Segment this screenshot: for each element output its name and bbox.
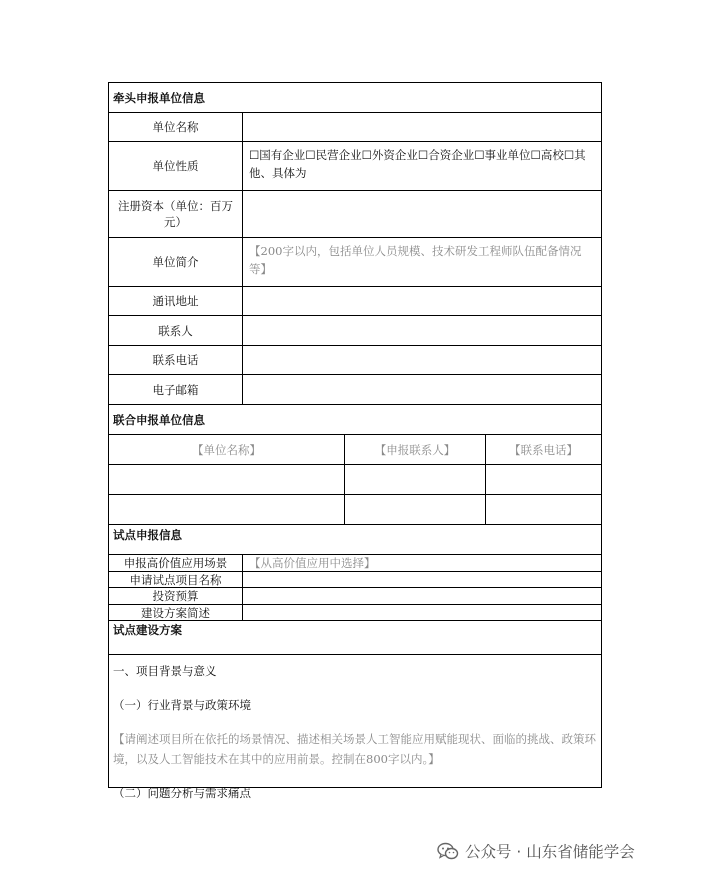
wechat-icon [437, 842, 459, 860]
email-label: 电子邮箱 [109, 375, 243, 404]
joint-unit-name-cell[interactable] [109, 495, 345, 524]
lead-unit-section-title [109, 83, 601, 112]
registered-capital-row [109, 190, 601, 237]
scenario-label: 申报高价值应用场景 [109, 555, 243, 571]
watermark [437, 838, 635, 864]
column-header-phone: 【联系电话】 [509, 442, 578, 457]
table-row [109, 464, 601, 494]
joint-unit-name-cell[interactable] [109, 465, 345, 494]
unit-name-row [109, 112, 601, 141]
unit-nature-row [109, 141, 601, 190]
instruction-text: 【请阐述项目所在依托的场景情况、描述相关场景人工智能应用赋能现状、面临的挑战、政策环境，以及人工智能技术在其中的应用前景。控制在800字以内。】 [113, 732, 596, 766]
heading-background: 一、项目背景与意义 [113, 664, 217, 678]
address-field[interactable] [243, 287, 601, 315]
joint-unit-header-row [109, 434, 601, 464]
section-title: 联合申报单位信息 [113, 412, 205, 427]
unit-name-field[interactable] [243, 113, 601, 141]
heading-problem-analysis: （二）问题分析与需求痛点 [113, 786, 251, 800]
email-row [109, 374, 601, 404]
phone-label: 联系电话 [109, 346, 243, 374]
budget-label: 投资预算 [109, 588, 243, 604]
table-row [109, 494, 601, 524]
budget-field[interactable] [243, 588, 601, 604]
registered-capital-label: 注册资本（单位：百万元） [109, 191, 243, 237]
registered-capital-field[interactable] [243, 191, 601, 237]
section-title: 牵头申报单位信息 [113, 90, 205, 105]
phone-field[interactable] [243, 346, 601, 374]
plan-summary-row [109, 604, 601, 620]
address-label: 通讯地址 [109, 287, 243, 315]
section-title: 试点建设方案 [113, 623, 182, 637]
watermark-text: 公众号 · 山东省储能学会 [465, 843, 635, 861]
email-field[interactable] [243, 375, 601, 404]
contact-field[interactable] [243, 316, 601, 345]
application-form-table [108, 82, 602, 800]
plan-section-title [109, 620, 601, 654]
plan-content[interactable] [109, 654, 601, 800]
project-name-row [109, 571, 601, 587]
pilot-section-title [109, 524, 601, 554]
phone-row [109, 345, 601, 374]
joint-unit-section-title [109, 404, 601, 434]
unit-name-label: 单位名称 [109, 113, 243, 141]
plan-summary-field[interactable] [243, 605, 601, 620]
heading-industry-background: （一）行业背景与政策环境 [113, 698, 251, 712]
unit-intro-row [109, 237, 601, 286]
scenario-row [109, 554, 601, 571]
unit-intro-field[interactable]: 【200字以内，包括单位人员规模、技术研发工程师队伍配备情况等】 [249, 244, 582, 276]
column-header-unit-name: 【单位名称】 [109, 435, 345, 464]
unit-intro-label: 单位简介 [109, 238, 243, 286]
plan-summary-label: 建设方案简述 [109, 605, 243, 620]
column-header-contact: 【申报联系人】 [345, 435, 486, 464]
contact-row [109, 315, 601, 345]
project-name-label: 申请试点项目名称 [109, 572, 243, 587]
section-title: 试点申报信息 [113, 528, 182, 542]
project-name-field[interactable] [243, 572, 601, 587]
unit-nature-label: 单位性质 [109, 142, 243, 190]
joint-phone-cell[interactable] [486, 465, 601, 494]
scenario-field[interactable]: 【从高价值应用中选择】 [249, 556, 376, 570]
contact-label: 联系人 [109, 316, 243, 345]
joint-contact-cell[interactable] [345, 465, 486, 494]
budget-row [109, 587, 601, 604]
joint-contact-cell[interactable] [345, 495, 486, 524]
unit-nature-options[interactable]: ☐国有企业☐民营企业☐外资企业☐合资企业☐事业单位☐高校☐其他、具体为 [249, 148, 586, 180]
address-row [109, 286, 601, 315]
joint-phone-cell[interactable] [486, 495, 601, 524]
